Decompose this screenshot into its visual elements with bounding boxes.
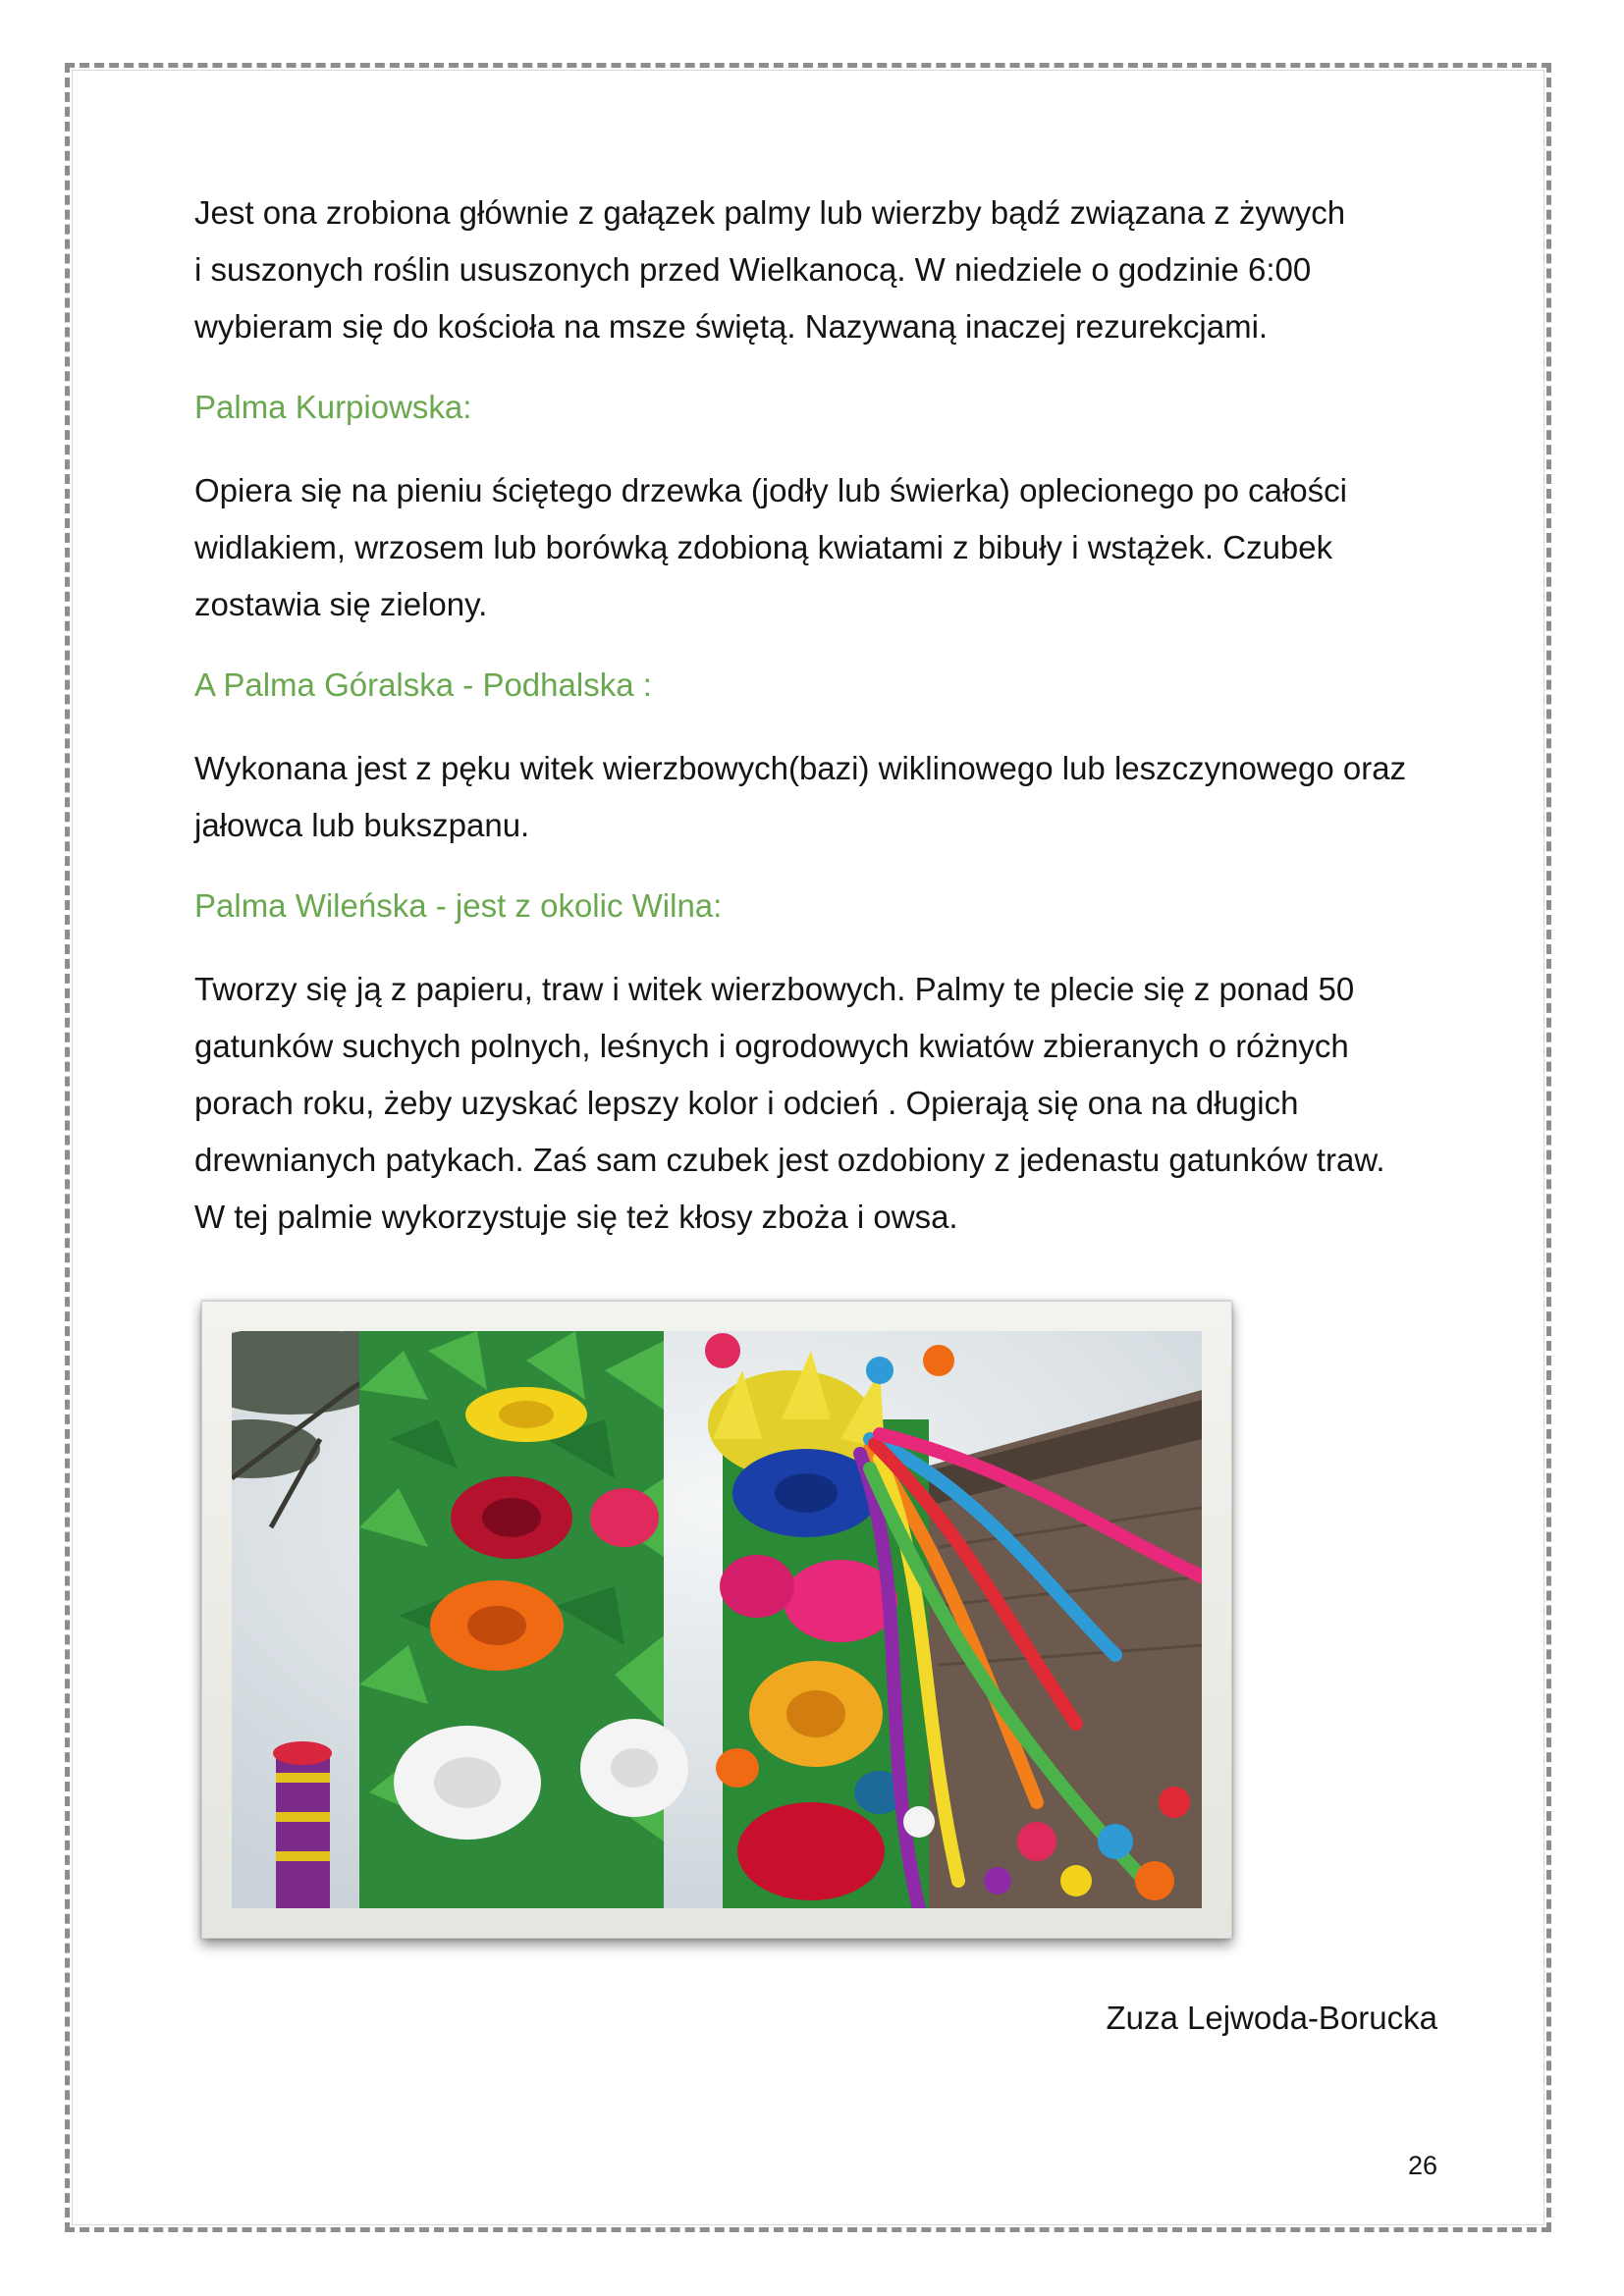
photo-frame (201, 1301, 1232, 1939)
easter-palms-photo (232, 1331, 1202, 1908)
text-content (194, 185, 1432, 1246)
author-signature: Zuza Lejwoda-Borucka (1106, 2000, 1437, 2036)
kurpiowska-paragraph: Opiera się na pieniu ściętego drzewka (jodły lub świerka) oplecionego po całości widlakiem, wrzosem lub borówką zdobioną kwiatami z bibuły i wstążek. Czubek zostawia się zielony. (194, 472, 1347, 622)
intro-paragraph: Jest ona zrobiona głównie z gałązek palmy lub wierzby bądź związana z żywych i suszonych roślin ususzonych przed Wielkanocą. W niedziele o godzinie 6:00 wybieram się do kościoła na msze świętą. Nazywaną inaczej rezurekcjami. (194, 194, 1346, 345)
heading-palma-goralska: A Palma Góralska - Podhalska : (194, 667, 652, 703)
heading-palma-kurpiowska: Palma Kurpiowska: (194, 389, 472, 425)
heading-palma-wilenska: Palma Wileńska - jest z okolic Wilna: (194, 887, 723, 924)
wilenska-paragraph: Tworzy się ją z papieru, traw i witek wierzbowych. Palmy te plecie się z ponad 50 gatunków suchych polnych, leśnych i ogrodowych kwiatów zbieranych o różnych porach roku, żeby uzyskać lepszy kolor i odcień . Opierają się ona na długich drewnianych patykach. Zaś sam czubek jest ozdobiony z jedenastu gatunków traw. W tej palmie wykorzystuje się też kłosy zboża i owsa. (194, 971, 1385, 1235)
goralska-paragraph: Wykonana jest z pęku witek wierzbowych(bazi) wiklinowego lub leszczynowego oraz jałowca lub bukszpanu. (194, 750, 1407, 843)
page-number: 26 (1407, 2151, 1437, 2180)
